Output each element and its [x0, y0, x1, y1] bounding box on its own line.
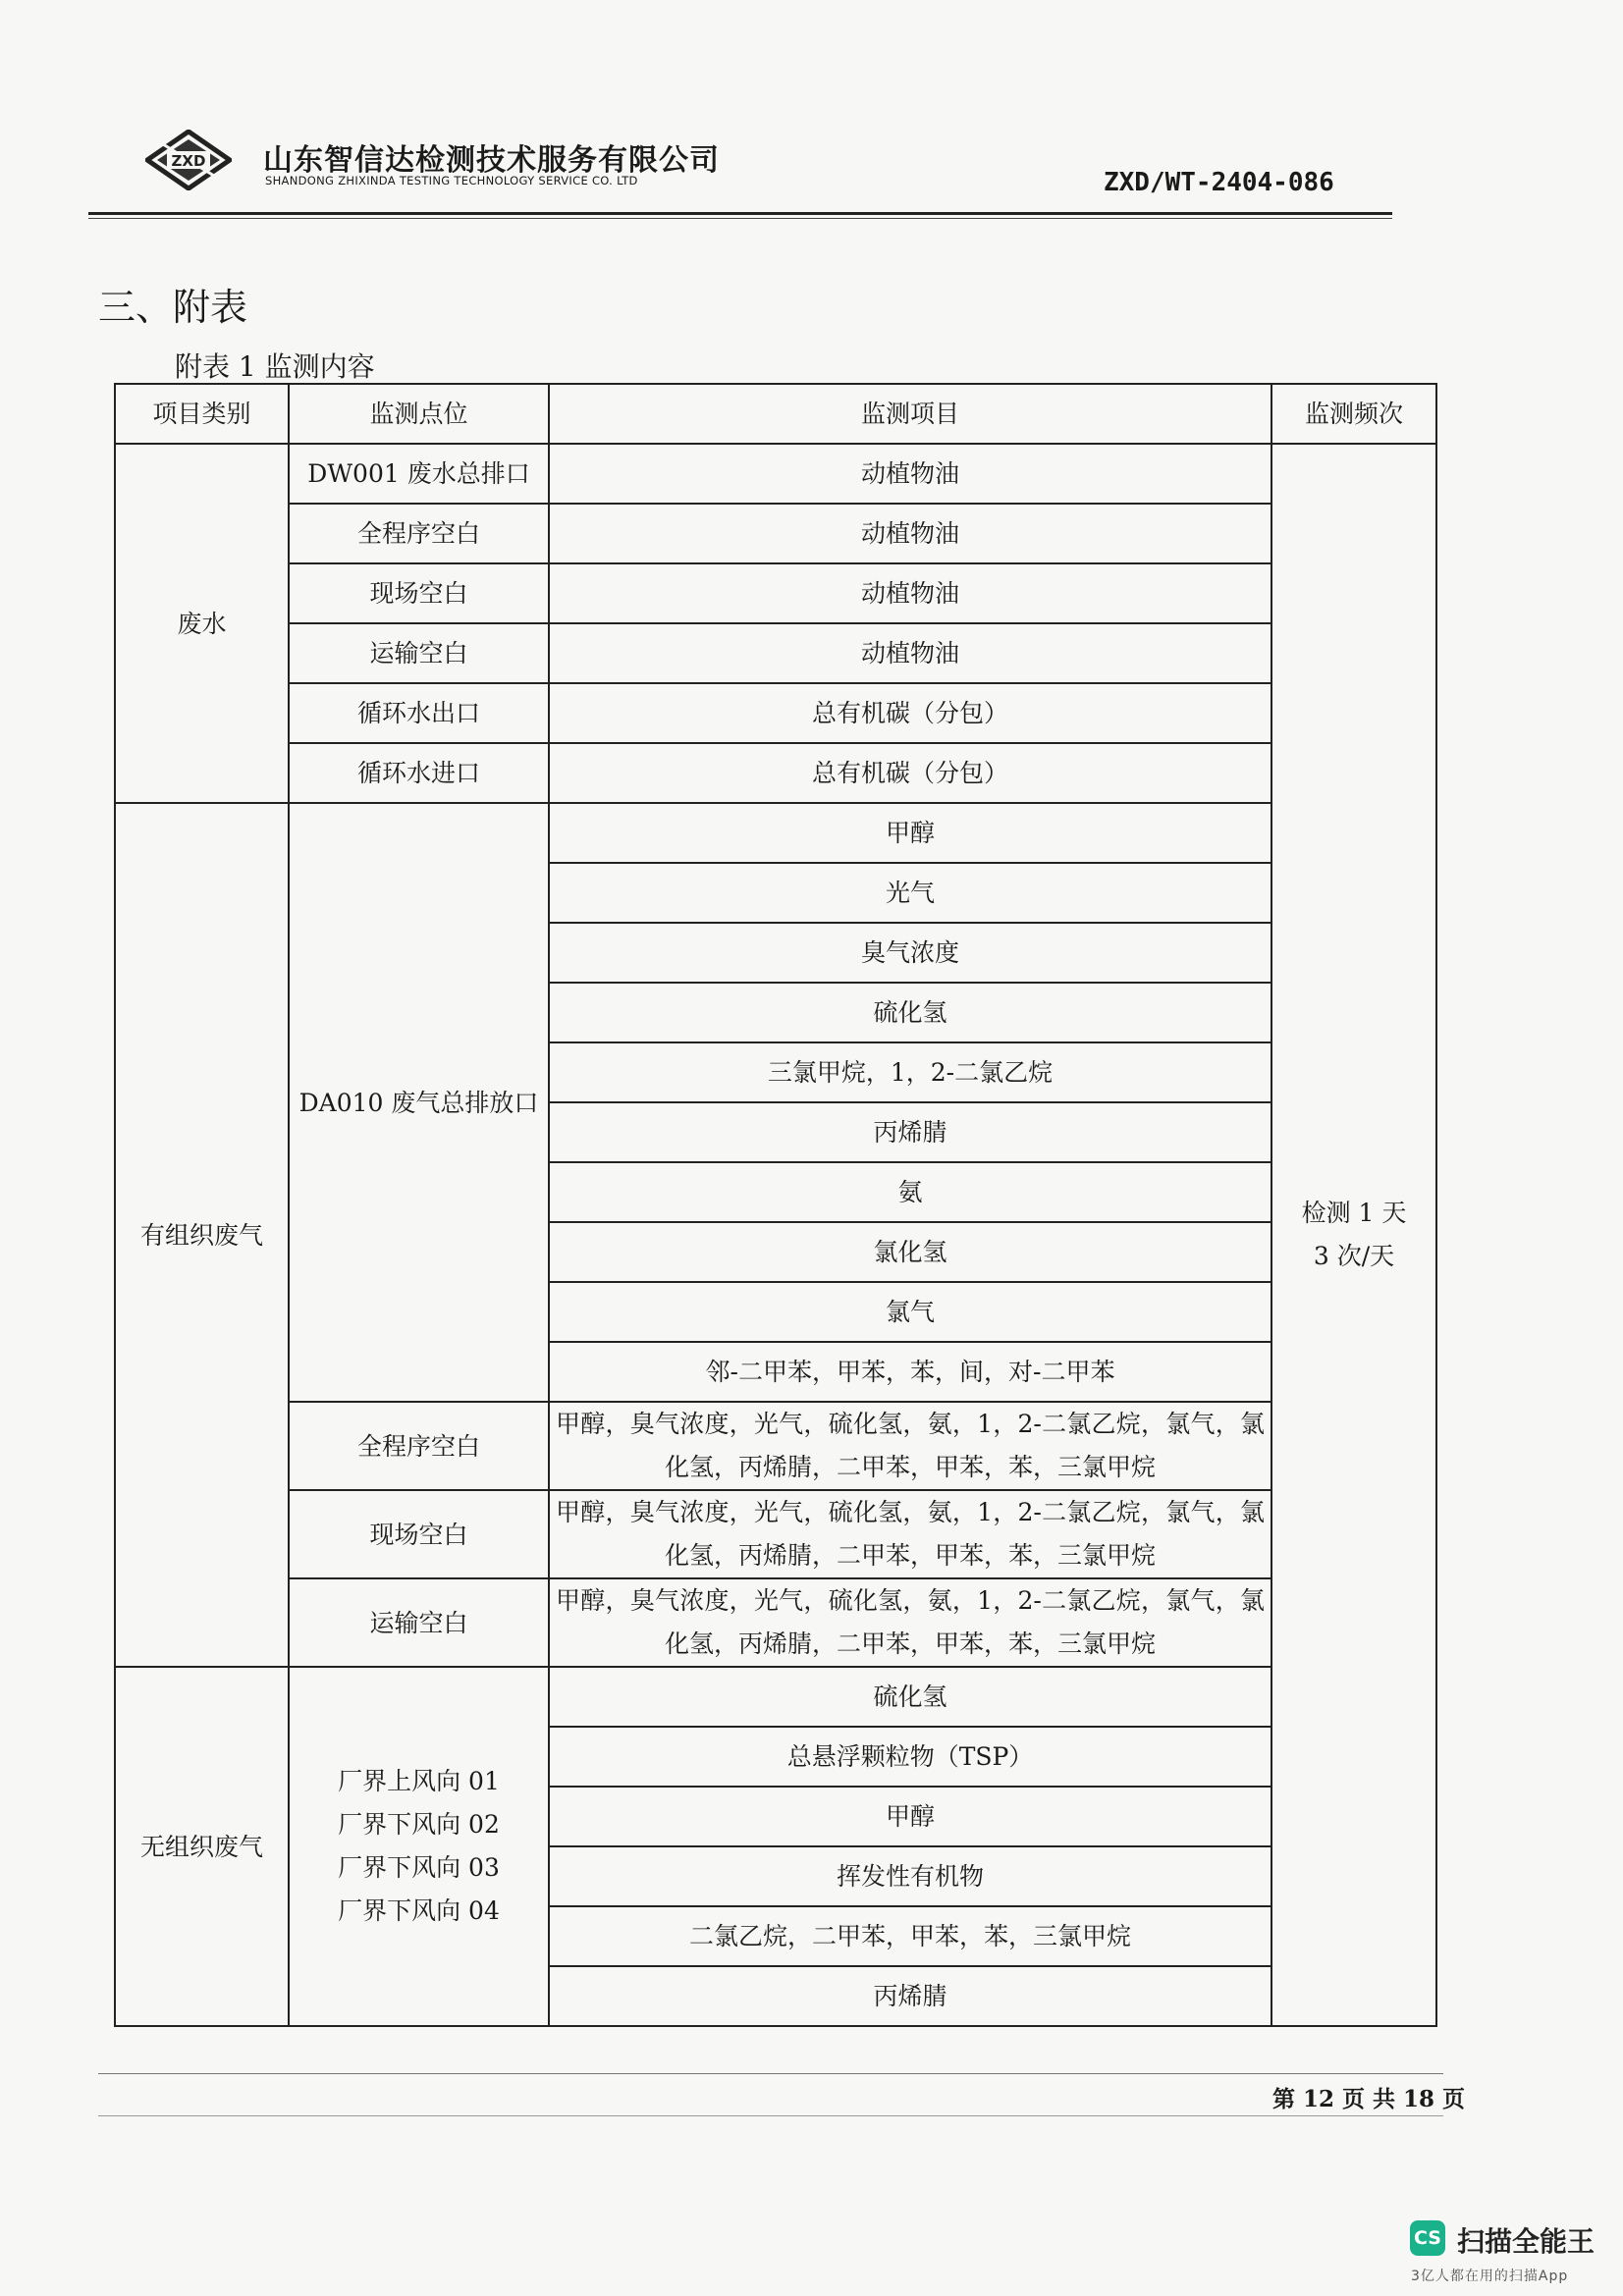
table-row	[115, 743, 1436, 803]
table-row	[115, 1490, 1436, 1578]
category-cell: 废水	[115, 444, 289, 803]
document-number: ZXD/WT-2404-086	[1104, 168, 1334, 197]
table-header-cell: 监测项目	[549, 384, 1271, 444]
camscanner-logo: CS	[1410, 2220, 1445, 2256]
point-cell: 现场空白	[289, 1490, 549, 1578]
monitoring-table	[114, 383, 1437, 2027]
item-cell: 动植物油	[549, 623, 1271, 683]
item-cell: 丙烯腈	[549, 1966, 1271, 2026]
footer-rule	[98, 2073, 1443, 2074]
item-cell: 甲醇，臭气浓度，光气，硫化氢，氨，1，2-二氯乙烷，氯气，氯化氢，丙烯腈，二甲苯，甲苯，苯，三氯甲烷	[549, 1490, 1271, 1578]
point-cell: DW001 废水总排口	[289, 444, 549, 504]
camscanner-tagline: 3亿人都在用的扫描App	[1411, 2269, 1569, 2284]
table-row	[115, 1402, 1436, 1490]
item-cell: 氯化氢	[549, 1222, 1271, 1282]
point-cell: 循环水出口	[289, 683, 549, 743]
table-header-row	[115, 384, 1436, 444]
table-row	[115, 683, 1436, 743]
item-cell: 甲醇，臭气浓度，光气，硫化氢，氨，1，2-二氯乙烷，氯气，氯化氢，丙烯腈，二甲苯，甲苯，苯，三氯甲烷	[549, 1578, 1271, 1667]
table-title: 附表 1 监测内容	[175, 350, 375, 383]
table-row	[115, 563, 1436, 623]
point-cell: 循环水进口	[289, 743, 549, 803]
table-row	[115, 504, 1436, 563]
footer-rule-lower	[98, 2115, 1443, 2116]
table-row	[115, 803, 1436, 863]
point-cell: 运输空白	[289, 623, 549, 683]
item-cell: 氨	[549, 1162, 1271, 1222]
item-cell: 邻-二甲苯，甲苯，苯，间，对-二甲苯	[549, 1342, 1271, 1402]
table-row	[115, 623, 1436, 683]
point-cell: 全程序空白	[289, 504, 549, 563]
table-header-cell: 项目类别	[115, 384, 289, 444]
page-number: 第 12 页 共 18 页	[1272, 2086, 1466, 2112]
category-cell: 有组织废气	[115, 803, 289, 1667]
item-cell: 三氯甲烷，1，2-二氯乙烷	[549, 1042, 1271, 1102]
item-cell: 丙烯腈	[549, 1102, 1271, 1162]
camscanner-name: 扫描全能王	[1457, 2225, 1596, 2258]
point-cell: 全程序空白	[289, 1402, 549, 1490]
point-cell: 现场空白	[289, 563, 549, 623]
table-row	[115, 444, 1436, 504]
point-cell: 运输空白	[289, 1578, 549, 1667]
item-cell: 挥发性有机物	[549, 1846, 1271, 1906]
header-rule-thin	[88, 218, 1392, 219]
company-name-cn: 山东智信达检测技术服务有限公司	[263, 143, 720, 178]
company-logo	[145, 130, 232, 190]
table-row	[115, 1667, 1436, 1727]
item-cell: 总悬浮颗粒物（TSP）	[549, 1727, 1271, 1787]
table-header-cell: 监测点位	[289, 384, 549, 444]
item-cell: 动植物油	[549, 563, 1271, 623]
item-cell: 总有机碳（分包）	[549, 683, 1271, 743]
item-cell: 甲醇	[549, 1787, 1271, 1846]
logo-text: ZXD	[171, 152, 206, 170]
item-cell: 硫化氢	[549, 1667, 1271, 1727]
point-cell: 厂界上风向 01 厂界下风向 02 厂界下风向 03 厂界下风向 04	[289, 1667, 549, 2026]
item-cell: 总有机碳（分包）	[549, 743, 1271, 803]
item-cell: 氯气	[549, 1282, 1271, 1342]
section-title: 三、附表	[98, 286, 248, 329]
item-cell: 甲醇	[549, 803, 1271, 863]
item-cell: 光气	[549, 863, 1271, 923]
item-cell: 甲醇，臭气浓度，光气，硫化氢，氨，1，2-二氯乙烷，氯气，氯化氢，丙烯腈，二甲苯，甲苯，苯，三氯甲烷	[549, 1402, 1271, 1490]
category-cell: 无组织废气	[115, 1667, 289, 2026]
item-cell: 硫化氢	[549, 983, 1271, 1042]
table-header-cell: 监测频次	[1271, 384, 1436, 444]
point-cell: DA010 废气总排放口	[289, 803, 549, 1402]
item-cell: 动植物油	[549, 444, 1271, 504]
table-row	[115, 1578, 1436, 1667]
frequency-cell: 检测 1 天 3 次/天	[1271, 444, 1436, 2026]
item-cell: 臭气浓度	[549, 923, 1271, 983]
company-name-en: SHANDONG ZHIXINDA TESTING TECHNOLOGY SERVICE CO. LTD	[265, 174, 638, 187]
header-rule	[88, 212, 1392, 215]
item-cell: 二氯乙烷，二甲苯，甲苯，苯，三氯甲烷	[549, 1906, 1271, 1966]
item-cell: 动植物油	[549, 504, 1271, 563]
